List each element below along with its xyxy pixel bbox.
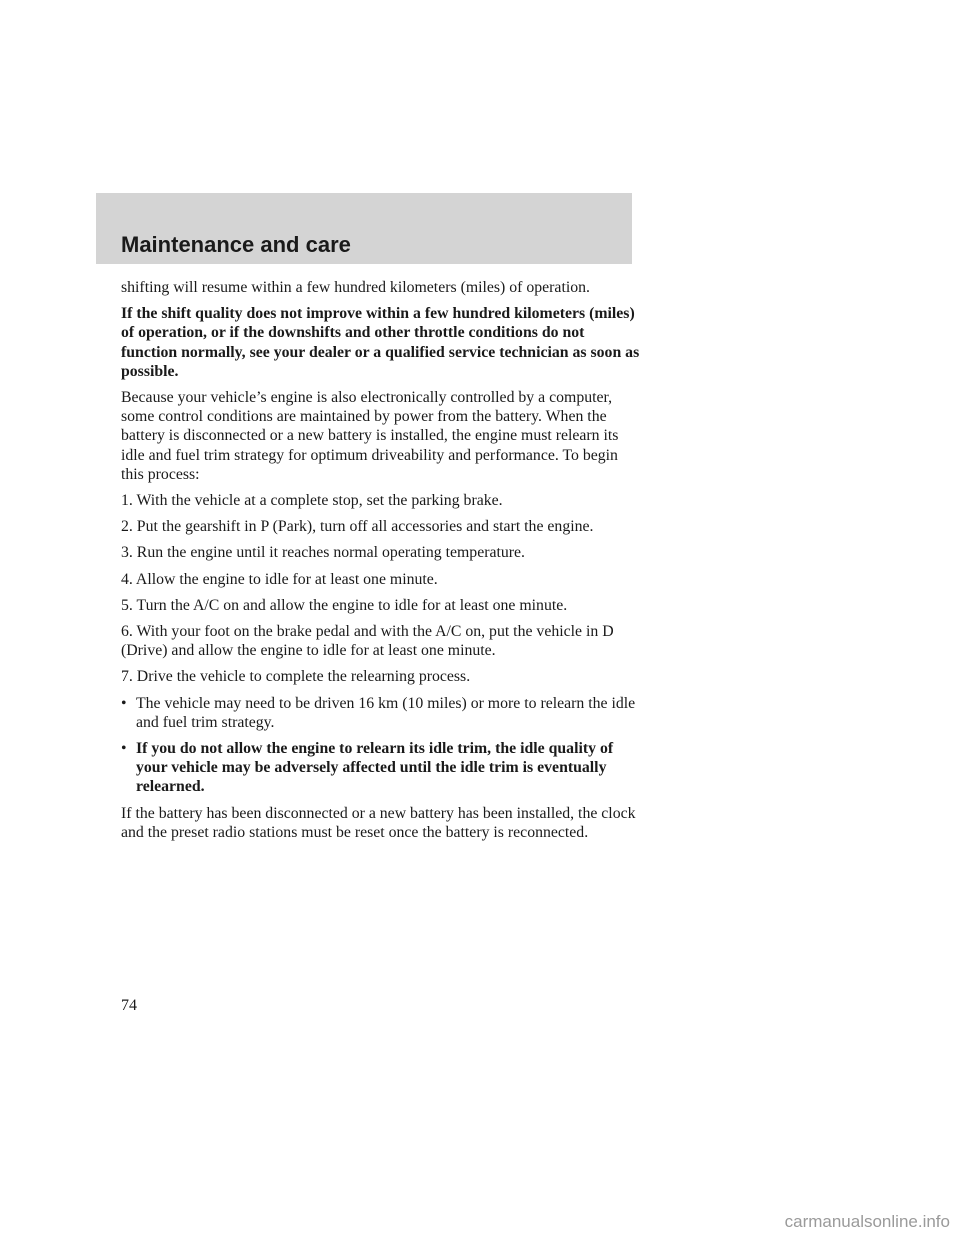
paragraph-continuation: shifting will resume within a few hundred kilometers (miles) of operation. bbox=[121, 279, 590, 296]
watermark: carmanualsonline.info bbox=[784, 1212, 950, 1231]
page-number: 74 bbox=[121, 997, 137, 1014]
step-item: 4. Allow the engine to idle for at least one minute. bbox=[121, 570, 438, 588]
paragraph-reset-info: If the battery has been disconnected or a new battery has been installed, the clock and the preset radio stations must be reset once the battery is reconnected. bbox=[121, 804, 636, 841]
page-body bbox=[121, 278, 641, 849]
bullet-item bbox=[121, 694, 641, 732]
step-item: 7. Drive the vehicle to complete the relearning process. bbox=[121, 668, 471, 686]
section-title: Maintenance and care bbox=[121, 232, 351, 257]
step-item: 3. Run the engine until it reaches normal operating temperature. bbox=[121, 544, 526, 562]
step-item: 2. Put the gearshift in P (Park), turn off all accessories and start the engine. bbox=[121, 518, 594, 536]
step-item: 1. With the vehicle at a complete stop, set the parking brake. bbox=[121, 492, 503, 510]
bullet-icon: • bbox=[121, 740, 127, 758]
bullet-text: If you do not allow the engine to relearn its idle trim, the idle quality of your vehicle may be adversely affected until the idle trim is eventually relearned. bbox=[136, 740, 614, 796]
bullet-text: The vehicle may need to be driven 16 km (10 miles) or more to relearn the idle and fuel trim strategy. bbox=[136, 694, 636, 731]
bullet-item-warning bbox=[121, 739, 641, 797]
step-item: 5. Turn the A/C on and allow the engine to idle for at least one minute. bbox=[121, 596, 568, 614]
paragraph-battery-info: Because your vehicle’s engine is also electronically controlled by a computer, some control conditions are maintained by power from the battery. When the battery is disconnected or a new battery is installed, the engine must relearn its idle and fuel trim strategy for optimum driveability and performance. To begin this process: bbox=[121, 389, 619, 483]
step-item: 6. With your foot on the brake pedal and with the A/C on, put the vehicle in D (Drive) and allow the engine to idle for at least one minute. bbox=[121, 623, 614, 660]
bullet-icon: • bbox=[121, 694, 127, 712]
warning-paragraph: If the shift quality does not improve within a few hundred kilometers (miles) of operation, or if the downshifts and other throttle conditions do not function normally, see your dealer or a qualified service technician as soon as possible. bbox=[121, 305, 640, 380]
